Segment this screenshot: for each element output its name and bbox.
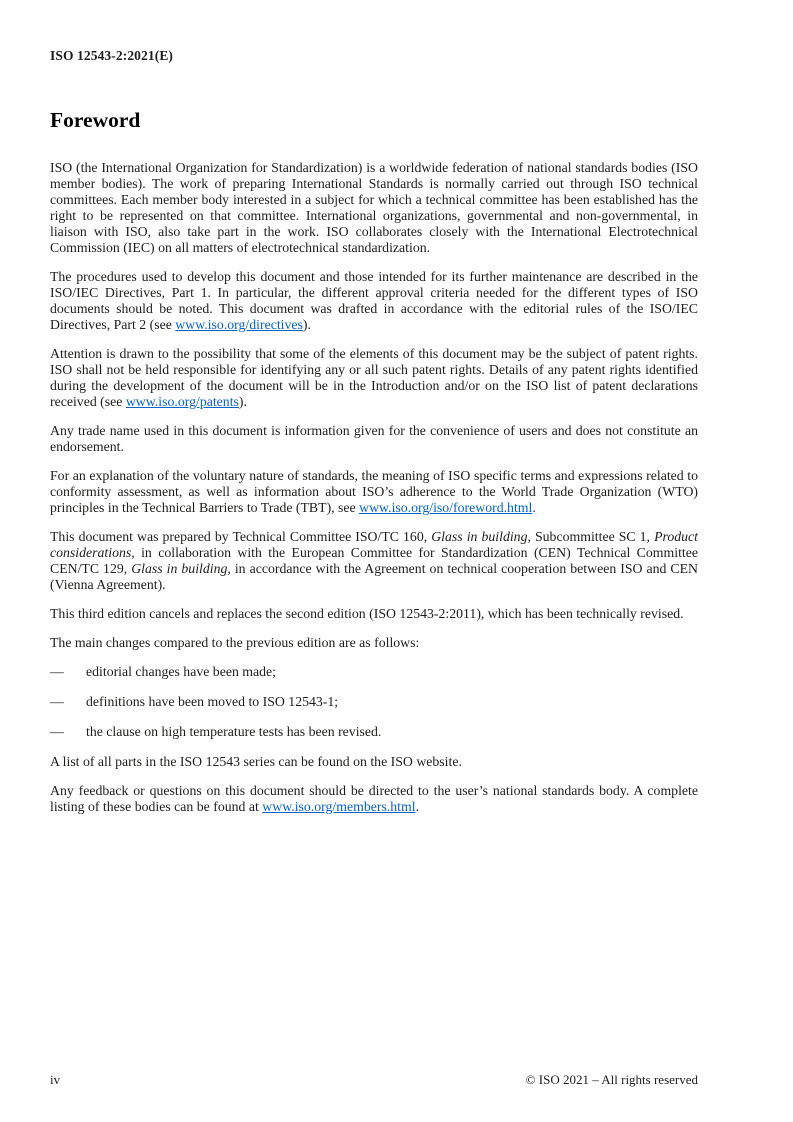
list-item-text: definitions have been moved to ISO 12543-1;	[86, 694, 339, 709]
paragraph-procedures	[50, 269, 698, 333]
em-dash: —	[50, 694, 64, 709]
paragraph-feedback	[50, 783, 698, 815]
list-item	[50, 724, 698, 740]
paragraph-iso-federation: ISO (the International Organization for Standardization) is a worldwide federation of national standards bodies (ISO member bodies). The work of preparing International Standards is normally carried out through ISO technical committees. Each member body interested in a subject for which a technical committee has been established has the right to be represented on that committee. International organizations, governmental and non-governmental, in liaison with ISO, also take part in the work. ISO collaborates closely with the International Electrotechnical Commission (IEC) on all matters of electrotechnical standardization.	[50, 160, 698, 255]
copyright-notice: © ISO 2021 – All rights reserved	[525, 1072, 698, 1087]
italic-cen-committee-name: Glass in building,	[131, 561, 231, 576]
list-item	[50, 664, 698, 680]
paragraph-changes-intro: The main changes compared to the previous edition are as follows:	[50, 635, 420, 650]
paragraph-text: For an explanation of the voluntary nature of standards, the meaning of ISO specific terms and expressions related to conformity assessment, as well as information about ISO’s adherence to the World Trade Organization (WTO) principles in the Technical Barriers to Trade (TBT), see	[50, 468, 698, 515]
paragraph-wto-tbt	[50, 468, 698, 516]
paragraph-text: ).	[238, 394, 247, 409]
paragraph-series-list: A list of all parts in the ISO 12543 series can be found on the ISO website.	[50, 754, 462, 769]
italic-committee-name: Glass in building,	[431, 529, 531, 544]
paragraph-text: Any feedback or questions on this document should be directed to the user’s national standards body. A complete listing of these bodies can be found at	[50, 783, 698, 814]
paragraph-text: This document was prepared by Technical Committee ISO/TC 160,	[50, 529, 432, 544]
document-id: ISO 12543-2:2021(E)	[50, 48, 174, 63]
italic-subcommittee-name: Product considerations,	[50, 529, 698, 560]
paragraph-text: Subcommittee SC 1,	[530, 529, 655, 544]
paragraph-patent-rights	[50, 346, 698, 410]
paragraph-text: .	[415, 799, 420, 814]
paragraph-committee	[50, 529, 698, 593]
list-item-text: editorial changes have been made;	[86, 664, 277, 679]
page-footer	[50, 1072, 698, 1088]
link-iso-foreword[interactable]: www.iso.org/iso/foreword.html	[359, 500, 533, 515]
paragraph-edition: This third edition cancels and replaces the second edition (ISO 12543-2:2011), which has been technically revised.	[50, 606, 684, 621]
list-item-text: the clause on high temperature tests has been revised.	[86, 724, 382, 739]
paragraph-text: .	[532, 500, 536, 515]
foreword-title: Foreword	[50, 108, 141, 132]
paragraph-text: The procedures used to develop this document and those intended for its further maintenance are described in the ISO/IEC Directives, Part 1. In particular, the different approval criteria needed for the different types of ISO documents should be noted. This document was drafted in accordance with the editorial rules of the ISO/IEC Directives, Part 2 (see	[50, 269, 698, 332]
paragraph-text: Attention is drawn to the possibility that some of the elements of this document may be the subject of patent rights. ISO shall not be held responsible for identifying any or all such patent rights. Details of any patent rights identified during the development of the document will be in the Introduction and/or on the ISO list of patent declarations received (see	[50, 346, 698, 409]
paragraph-trade-name: Any trade name used in this document is information given for the convenience of users and does not constitute an endorsement.	[50, 423, 698, 454]
link-iso-directives[interactable]: www.iso.org/directives	[175, 317, 303, 332]
page-number: iv	[50, 1072, 61, 1087]
paragraph-text: ).	[302, 317, 311, 332]
list-item	[50, 694, 698, 710]
paragraph-text: in collaboration with the European Committee for Standardization (CEN) Technical Committee CEN/TC 129,	[50, 545, 698, 576]
em-dash: —	[50, 664, 64, 679]
link-iso-patents[interactable]: www.iso.org/patents	[125, 394, 239, 409]
em-dash: —	[50, 724, 64, 739]
link-iso-members[interactable]: www.iso.org/members.html	[262, 799, 416, 814]
paragraph-text: in accordance with the Agreement on technical cooperation between ISO and CEN (Vienna Agreement).	[50, 561, 698, 592]
